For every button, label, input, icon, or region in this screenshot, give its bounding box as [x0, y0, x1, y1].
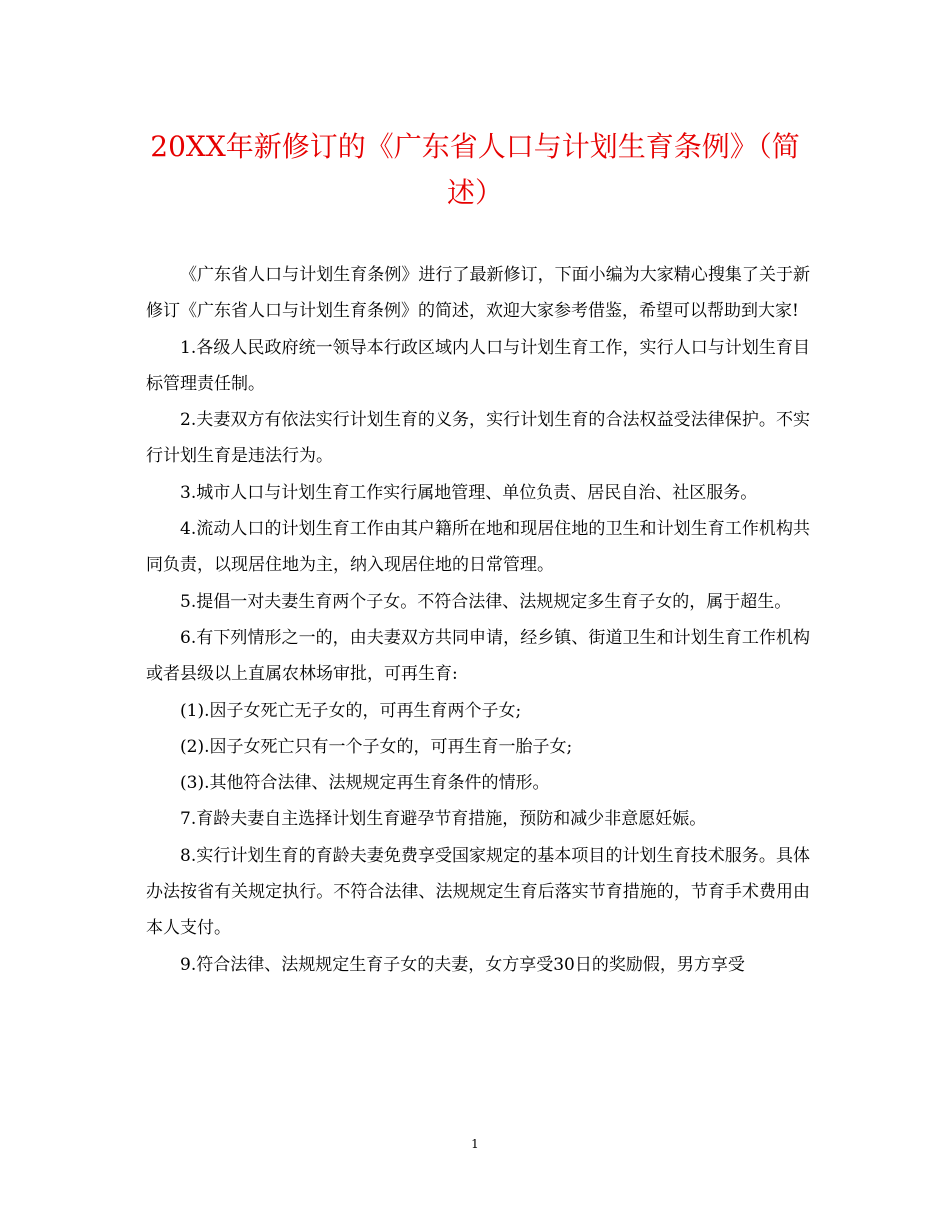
intro-paragraph: 《广东省人口与计划生育条例》进行了最新修订，下面小编为大家精心搜集了关于新修订《广东省人口与计划生育条例》的简述，欢迎大家参考借鉴，希望可以帮助到大家!: [146, 265, 810, 322]
clause-5: 5.提倡一对夫妻生育两个子女。不符合法律、法规规定多生育子女的，属于超生。: [180, 591, 792, 612]
clause-4: 4.流动人口的计划生育工作由其户籍所在地和现居住地的卫生和计划生育工作机构共同负责，以现居住地为主，纳入现居住地的日常管理。: [146, 519, 810, 576]
clause-9: 9.符合法律、法规规定生育子女的夫妻，女方享受30日的奖励假，男方享受: [180, 954, 745, 975]
clause-2: 2.夫妻双方有依法实行计划生育的义务，实行计划生育的合法权益受法律保护。不实行计划生育是违法行为。: [146, 410, 810, 467]
document-body: [146, 257, 810, 983]
clause-3: 3.城市人口与计划生育工作实行属地管理、单位负责、居民自治、社区服务。: [180, 482, 758, 503]
clause-6: 6.有下列情形之一的，由夫妻双方共同申请，经乡镇、街道卫生和计划生育工作机构或者县级以上直属农林场审批，可再生育:: [146, 627, 810, 685]
clause-1: 1.各级人民政府统一领导本行政区域内人口与计划生育工作，实行人口与计划生育目标管理责任制。: [146, 337, 810, 394]
clause-7: 7.育龄夫妻自主选择计划生育避孕节育措施，预防和减少非意愿妊娠。: [180, 809, 707, 830]
clause-6-item-1: (1).因子女死亡无子女的，可再生育两个子女;: [180, 700, 522, 721]
clause-6-item-3: (3).其他符合法律、法规规定再生育条件的情形。: [180, 773, 550, 794]
clause-8: 8.实行计划生育的育龄夫妻免费享受国家规定的基本项目的计划生育技术服务。具体办法按省有关规定执行。不符合法律、法规规定生育后落实节育措施的，节育手术费用由本人支付。: [146, 845, 810, 939]
document-title: 20XX年新修订的《广东省人口与计划生育条例》（简述）: [150, 130, 800, 209]
clause-6-item-2: (2).因子女死亡只有一个子女的，可再生育一胎子女;: [180, 736, 573, 757]
page-number: 1: [471, 1137, 479, 1151]
